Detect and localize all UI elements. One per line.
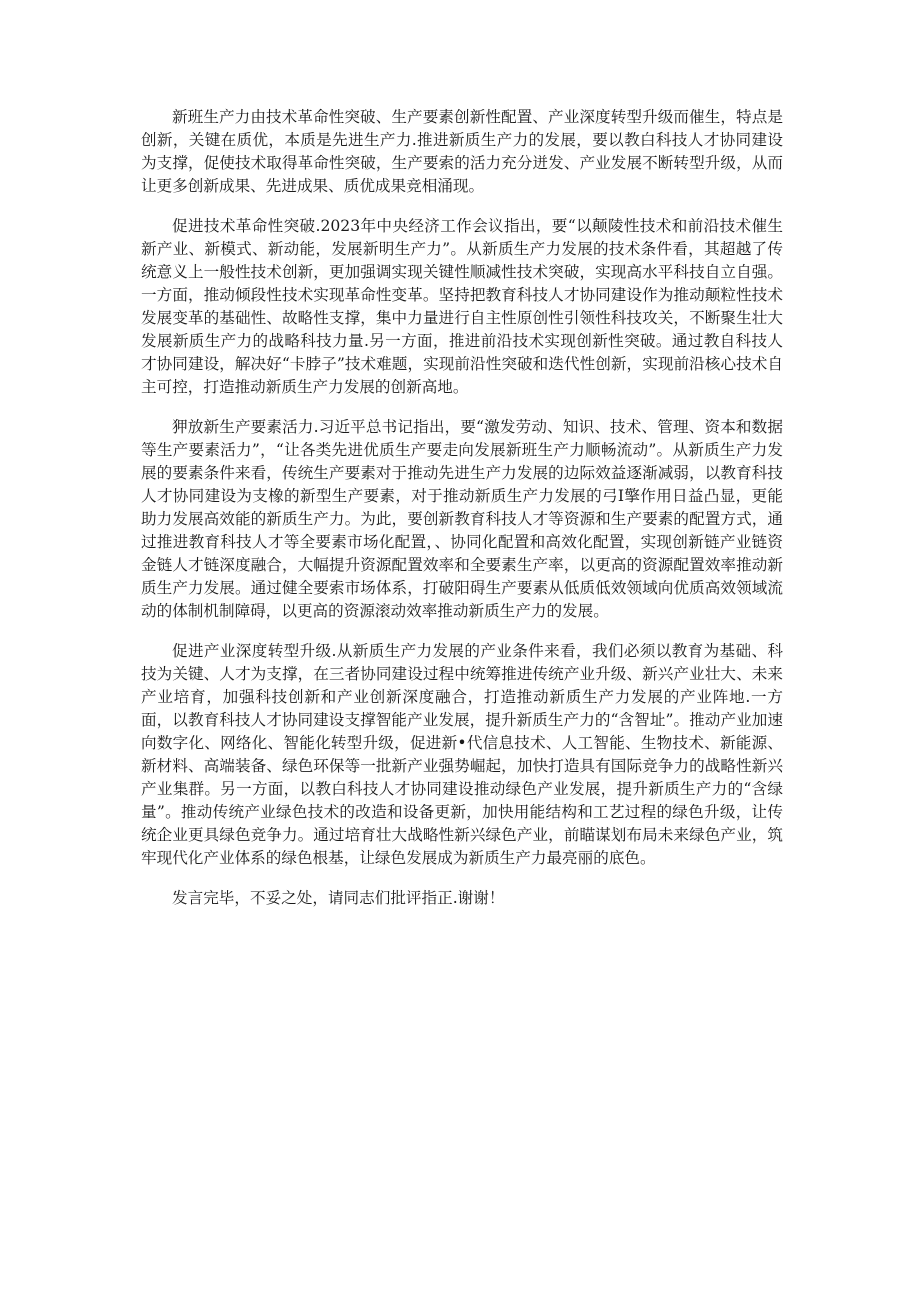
paragraph-industry-upgrade: 促进产业深度转型升级.从新质生产力发展的产业条件来看，我们必须以教育为基础、科技为关键、人才为支撑，在三者协同建设过程中统筹推进传统产业升级、新兴产业壮大、未来产业培育，加强科技创新和产业创新深度融合，打造推动新质生产力发展的产业阵地.一方面，以教育科技人才协同建设支撑智能产业发展，提升新质生产力的“含智址”。推动产业加速向数字化、网络化、智能化转型升级，促进新•代信息技术、人工智能、生物技术、新能源、新材料、高端装备、绿色环保等一批新产业强势崛起，加快打造具有国际竞争力的战略性新兴产业集群。另一方面，以教白科技人才协同建设推动绿色产业发展，提升新质生产力的“含绿量”。推动传统产业绿色技术的改造和设备更新，加快用能结构和工艺过程的绿色升级，让传统企业更具绿色竞争力。通过培育壮大战略性新兴绿色产业，前瞄谋划布局未来绿色产业，筑牢现代化产业体系的绿色根基，让绿色发展成为新质生产力最亮丽的底色。 [141, 642, 783, 867]
paragraph-closing: 发言完毕，不妥之处，请同志们批评指正.谢谢！ [172, 889, 505, 907]
paragraph-technology-breakthrough: 促进技术革命性突破.2023年中央经济工作会议指出，要“以颠陵性技术和前沿技术催生新产业、新模式、新动能，发展新明生产力”。从新质生产力发展的技术条件看，其超越了传统意义上一般性技术创新，更加强调实现关键性顺减性技术突破，实现高水平科技自立自强。一方面，推动倾段性技术实现革命性变革。坚持把教育科技人才协同建设作为推动颠粒性技术发展变革的基础性、故略性支撑，集中力量进行自主性原创性引领性科技攻关，不断聚生壮大发展新质生产力的战略科技力量.另一方面，推进前沿技术实现创新性突破。通过教自科技人才协同建设，解决好“卡脖子”技术难题，实现前沿性突破和迭代性创新，实现前沿核心技术自主可控，打造推动新质生产力发展的创新高地。 [141, 217, 783, 396]
paragraph-production-factors: 狎放新生产要素活力.习近平总书记指出，要“激发劳动、知识、技术、管理、资本和数据等生产要素活力”，“让各类先进优质生产要走向发展新班生产力顺畅流动”。从新质生产力发展的要素条件来看，传统生产要素对于推动先进生产力发展的边际效益逐渐减弱，以教育科技人才协同建设为支橡的新型生产要素，对于推动新质生产力发展的弓I擎作用日益凸显，更能助力发展高效能的新质生产力。为此，要创新教育科技人才等资源和生产要素的配置方式，通过推进教育科技人才等全要素市场化配置，、协同化配置和高效化配置，实现创新链产业链资金链人才链深度融合，大幅提升资源配置效率和全要素生产率，以更高的资源配置效率推动新质生产力发展。通过健全要索市场体系，打破阳碍生产要素从低质低效领域向优质高效领域流动的体制机制障碍，以更高的资源滚动效率推动新质生产力的发展。 [141, 418, 783, 620]
paragraph-intro: 新班生产力由技术革命性突破、生产要素创新性配置、产业深度转型升级而催生，特点是创新，关键在质优，本质是先进生产力.推进新质生产力的发展，要以教白科技人才协同建设为支撑，促使技术取得革命性突破，生产要索的活力充分迸发、产业发展不断转型升级，从而让更多创新成果、先进成果、质优成果竞相涌现。 [141, 108, 783, 195]
